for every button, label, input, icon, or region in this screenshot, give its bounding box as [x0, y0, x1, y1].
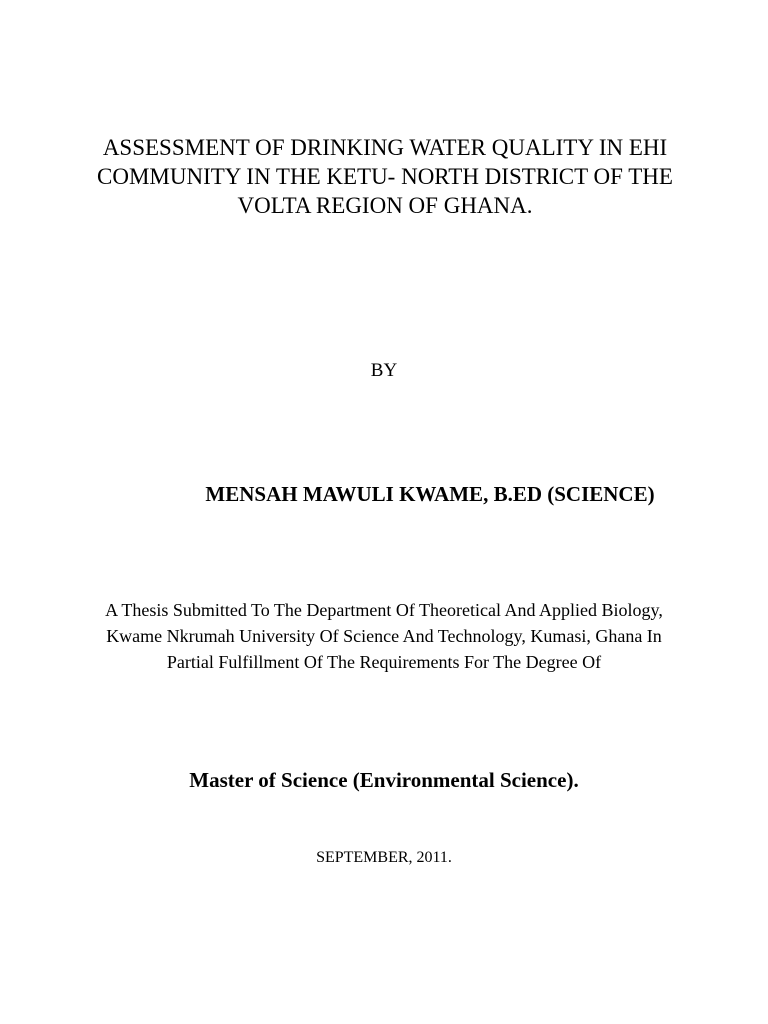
thesis-title-line: VOLTA REGION OF GHANA. [237, 193, 533, 218]
thesis-title-line: ASSESSMENT OF DRINKING WATER QUALITY IN EHI [102, 135, 668, 160]
thesis-title-line: COMMUNITY IN THE KETU- NORTH DISTRICT OF THE [97, 164, 673, 189]
author-name: MENSAH MAWULI KWAME, B.ED (SCIENCE) [205, 482, 655, 506]
by-label: BY [370, 360, 398, 381]
submission-date: SEPTEMBER, 2011. [316, 849, 452, 866]
submission-statement-line: Partial Fulfillment Of The Requirements For The Degree Of [166, 652, 602, 672]
thesis-title [80, 133, 690, 220]
submission-statement-line: Kwame Nkrumah University Of Science And Technology, Kumasi, Ghana In [106, 626, 662, 646]
degree-title: Master of Science (Environmental Science). [189, 768, 579, 792]
submission-statement [30, 597, 738, 675]
submission-statement-line: A Thesis Submitted To The Department Of Theoretical And Applied Biology, [105, 600, 663, 620]
